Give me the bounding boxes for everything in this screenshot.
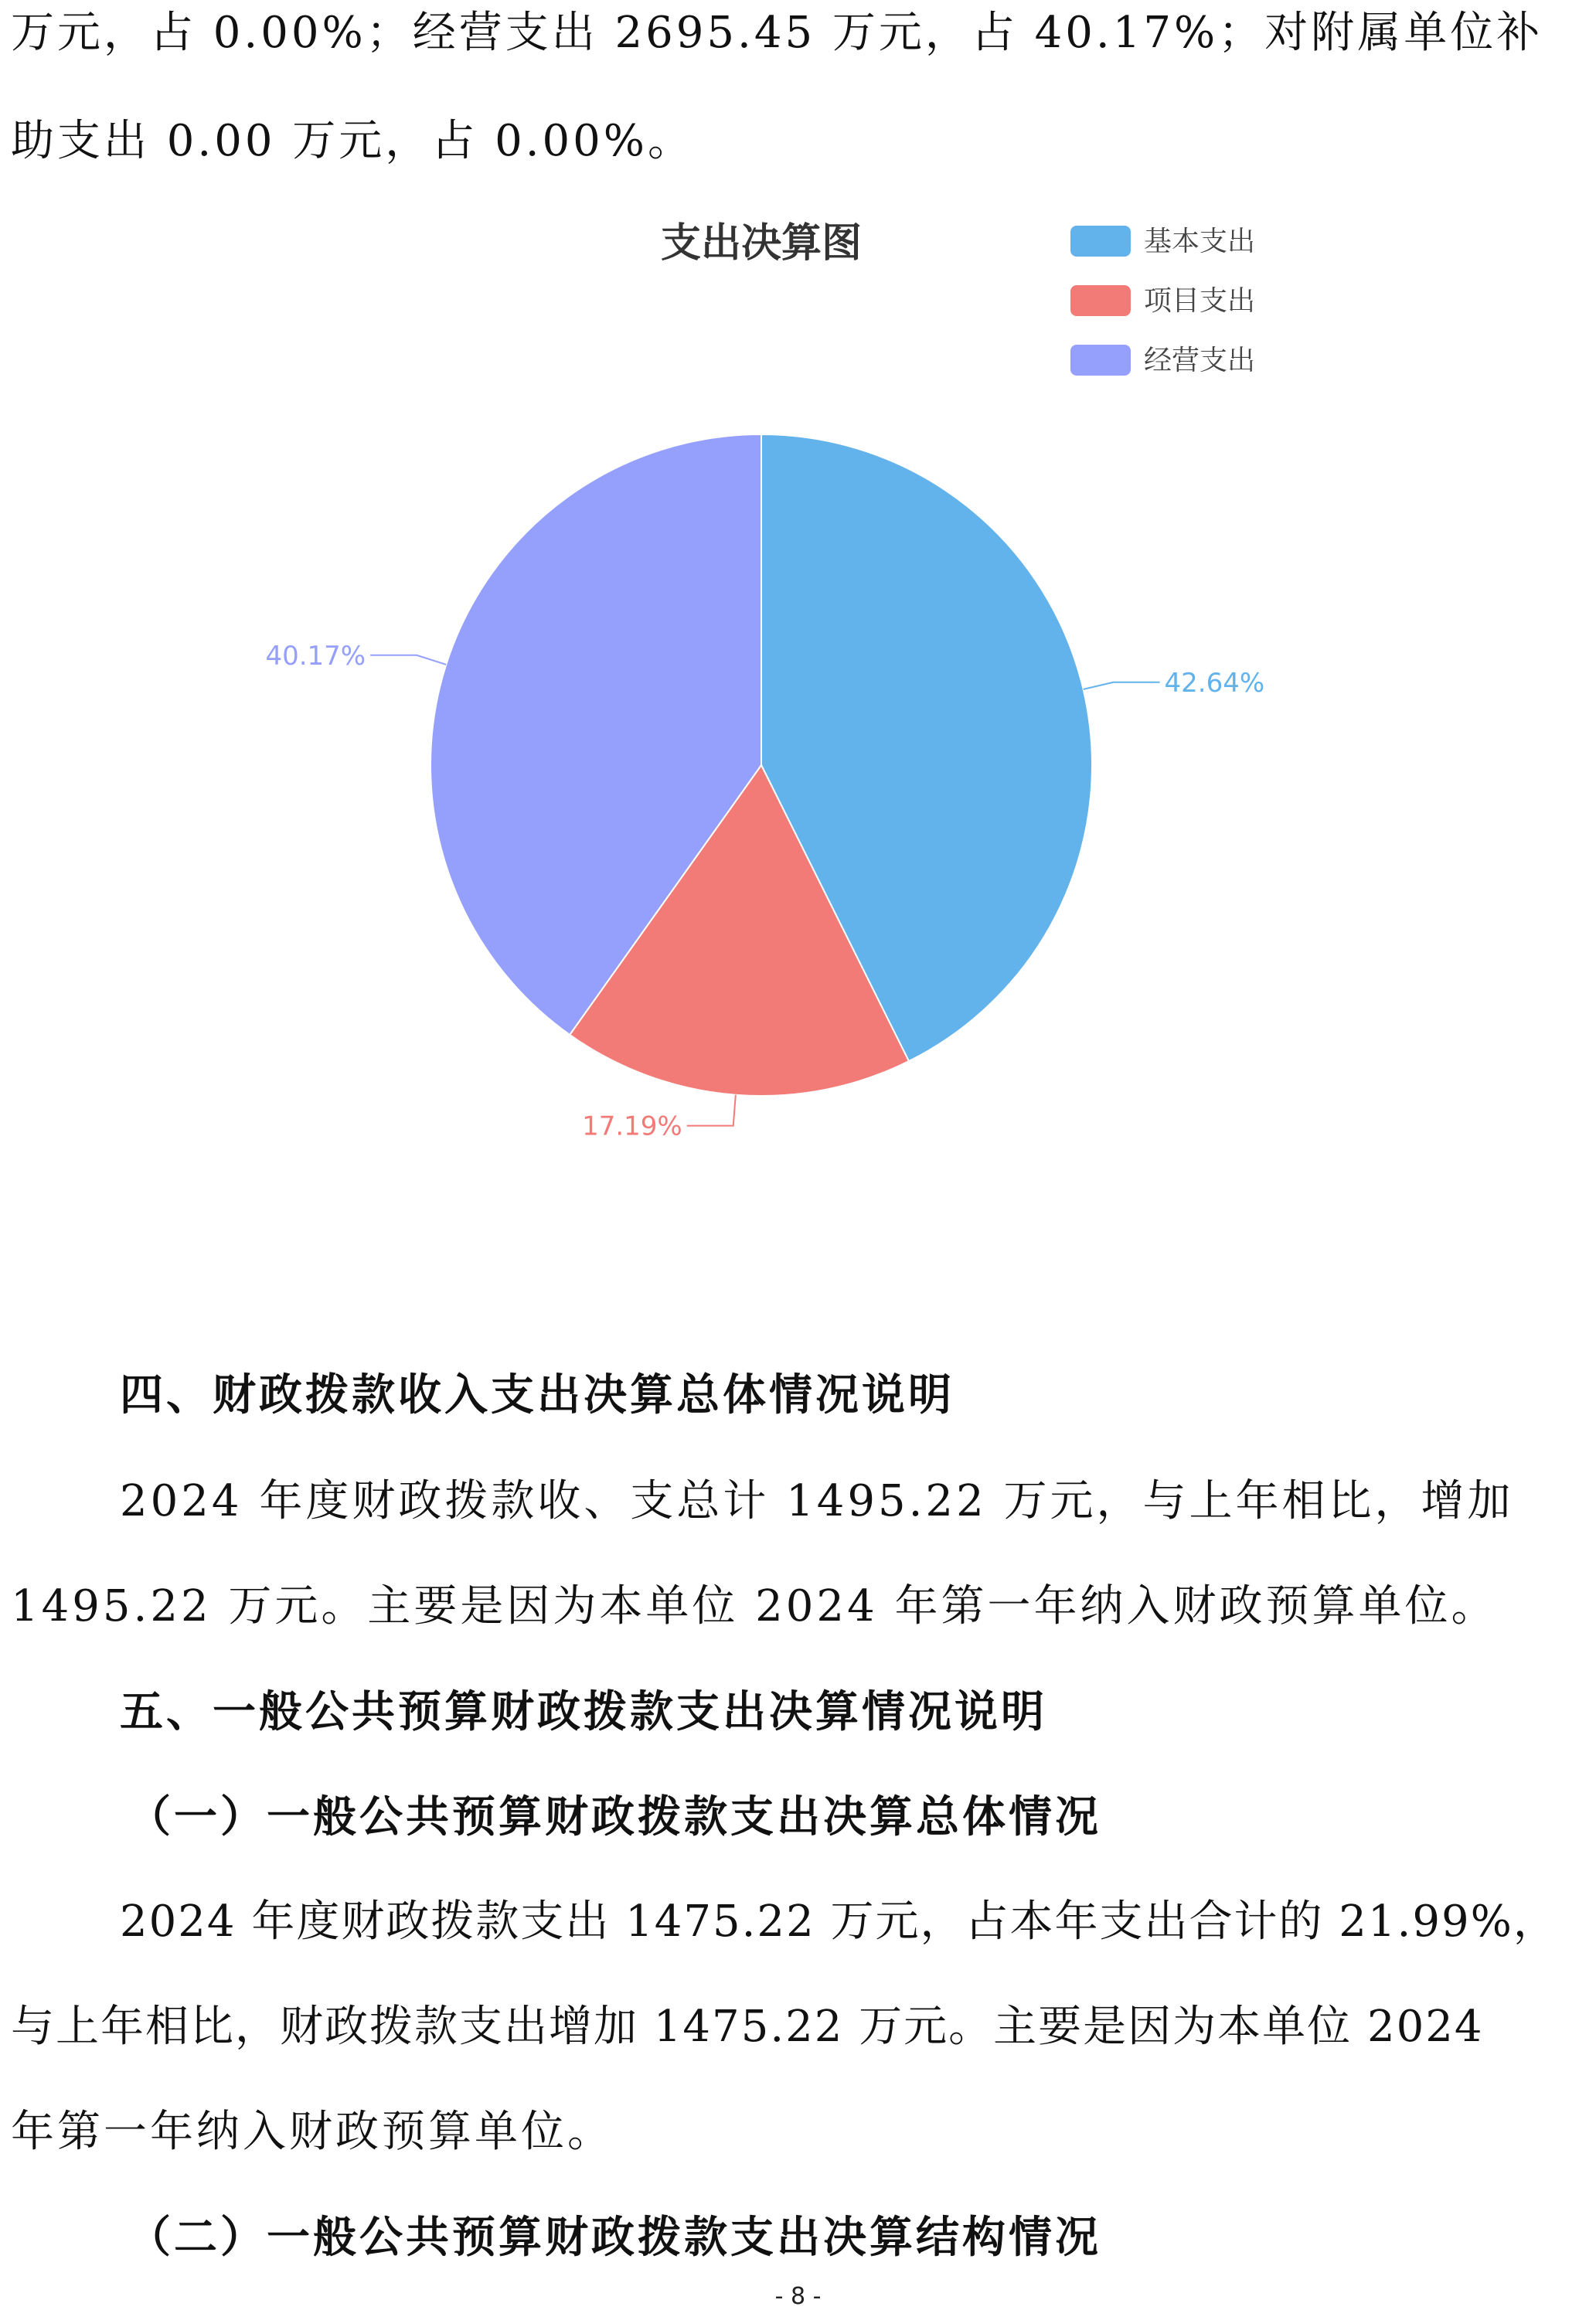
pie-data-label: 42.64% (1164, 667, 1265, 699)
pie-leader-line (687, 1095, 736, 1126)
section-heading: 四、财政拨款收入支出决算总体情况说明 (120, 1369, 955, 1420)
legend-label: 基本支出 (1144, 226, 1256, 257)
chart-title: 支出决算图 (660, 220, 863, 267)
legend-swatch (1070, 285, 1131, 316)
legend-label: 项目支出 (1144, 285, 1256, 317)
body-text-line: 年第一年纳入财政预算单位。 (11, 2107, 614, 2157)
subsection-heading: （一）一般公共预算财政拨款支出决算总体情况 (128, 1791, 1101, 1842)
pie-slices (430, 434, 1092, 1096)
legend-swatch (1070, 345, 1131, 376)
subsection-heading: （二）一般公共预算财政拨款支出决算结构情况 (128, 2212, 1101, 2263)
pie-data-label: 17.19% (582, 1111, 682, 1142)
body-text-line: 助支出 0.00 万元，占 0.00%。 (11, 116, 694, 166)
legend-swatch (1070, 226, 1131, 257)
body-text-line: 1495.22 万元。主要是因为本单位 2024 年第一年纳入财政预算单位。 (11, 1581, 1498, 1631)
pie-data-label: 40.17% (265, 640, 366, 672)
body-text-line: 与上年相比，财政拨款支出增加 1475.22 万元。主要是因为本单位 2024 (11, 2002, 1484, 2052)
legend-label: 经营支出 (1144, 345, 1256, 376)
pie-leader-line (370, 655, 446, 665)
body-text-line: 2024 年度财政拨款收、支总计 1495.22 万元，与上年相比，增加 (120, 1476, 1514, 1526)
body-text-line: 万元，占 0.00%；经营支出 2695.45 万元，占 40.17%；对附属单位补 (11, 8, 1543, 58)
section-heading: 五、一般公共预算财政拨款支出决算情况说明 (120, 1686, 1047, 1737)
pie-leader-line (1084, 682, 1160, 689)
body-text-line: 2024 年度财政拨款支出 1475.22 万元，占本年支出合计的 21.99%， (120, 1897, 1558, 1947)
chart-legend (1070, 226, 1255, 376)
page-number: - 8 - (774, 2283, 822, 2310)
